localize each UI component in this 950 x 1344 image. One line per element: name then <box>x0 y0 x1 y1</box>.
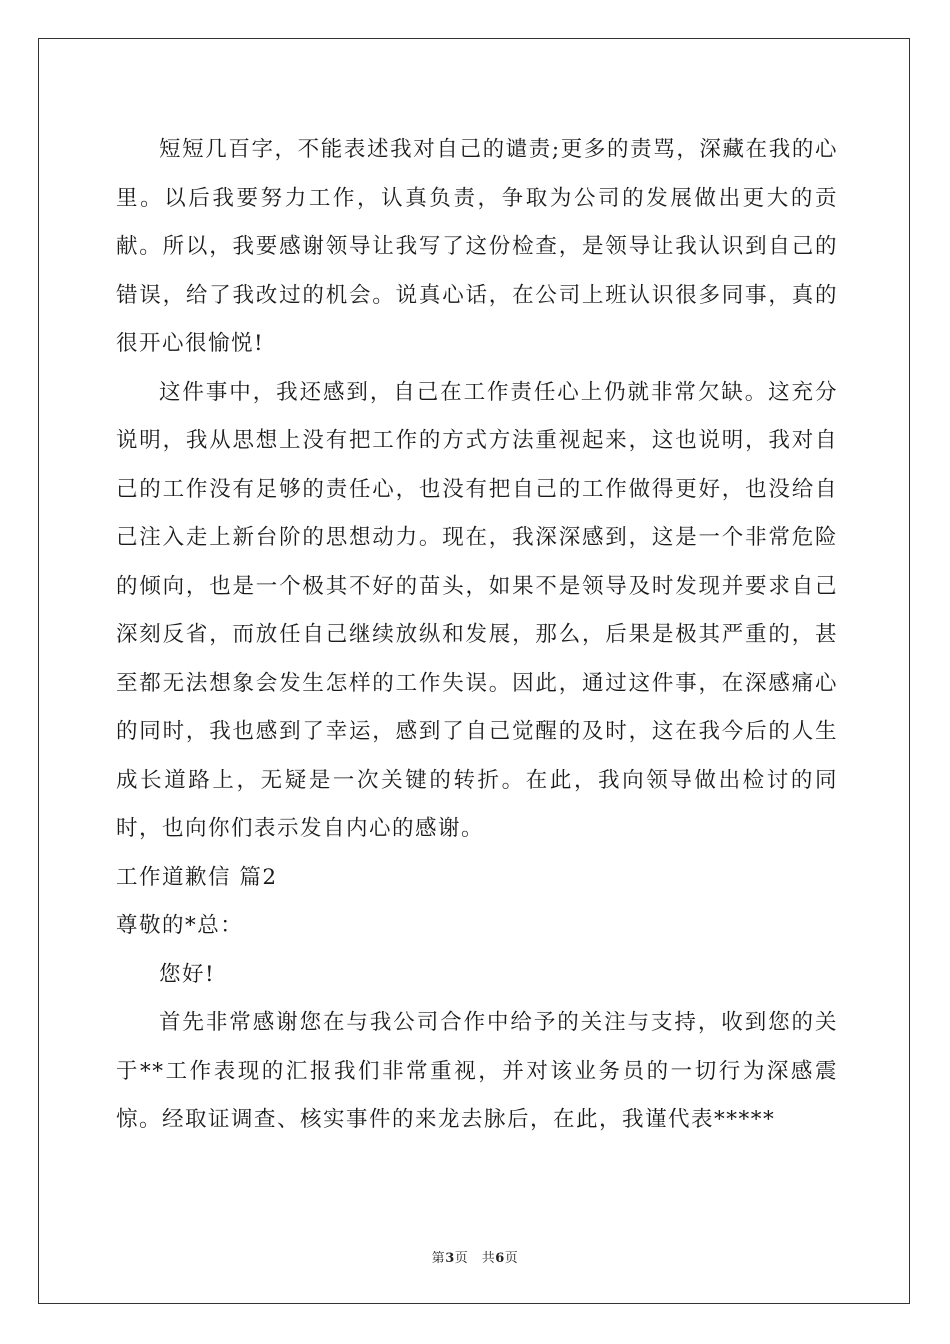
paragraph-2: 这件事中，我还感到，自己在工作责任心上仍就非常欠缺。这充分说明，我从思想上没有把工作的方式方法重视起来，这也说明，我对自己的工作没有足够的责任心，也没有把自己的工作做得更好，也没给自己注入走上新台阶的思想动力。现在，我深深感到，这是一个非常危险的倾向，也是一个极其不好的苗头，如果不是领导及时发现并要求自己深刻反省，而放任自己继续放纵和发展，那么，后果是极其严重的，甚至都无法想象会发生怎样的工作失误。因此，通过这件事，在深感痛心的同时，我也感到了幸运，感到了自己觉醒的及时，这在我今后的人生成长道路上，无疑是一次关键的转折。在此，我向领导做出检讨的同时，也向你们表示发自内心的感谢。 <box>116 379 838 841</box>
paragraph-3: 首先非常感谢您在与我公司合作中给予的关注与支持，收到您的关于**工作表现的汇报我们非常重视，并对该业务员的一切行为深感震惊。经取证调查、核实事件的来龙去脉后，在此，我谨代表***** <box>116 1010 838 1132</box>
page-footer <box>0 1247 950 1266</box>
page-mid: 页 共 <box>454 1251 496 1266</box>
document-body <box>116 126 838 1145</box>
page-suffix: 页 <box>504 1251 519 1266</box>
salutation: 尊敬的*总： <box>116 913 244 938</box>
current-page-number: 3 <box>445 1251 455 1266</box>
total-page-number: 6 <box>495 1251 505 1266</box>
page-prefix: 第 <box>431 1251 446 1266</box>
paragraph-1: 短短几百字，不能表述我对自己的谴责;更多的责骂，深藏在我的心里。以后我要努力工作，认真负责，争取为公司的发展做出更大的贡献。所以，我要感谢领导让我写了这份检查，是领导让我认识到自己的错误，给了我改过的机会。说真心话，在公司上班认识很多同事，真的很开心很愉悦! <box>116 137 838 356</box>
greeting: 您好! <box>159 961 216 987</box>
section-heading: 工作道歉信 篇2 <box>116 864 278 890</box>
